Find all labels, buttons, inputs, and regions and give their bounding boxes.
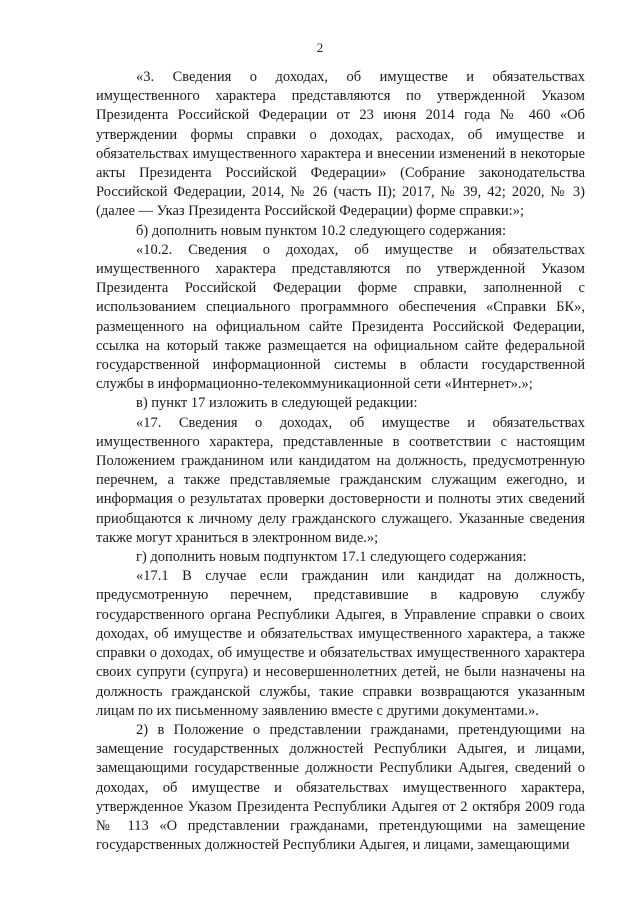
paragraph-item-10-2-text: «10.2. Сведения о доходах, об имуществе и обязательствах имущественного характера представляются по утвержденной Указом Президента Российской Федерации форме справки, заполненной с использованием специального программного обеспечения «Справки БК», размещенного на официальном сайте Президента Российской Федерации, ссылка на который также размещается на официальном сайте федеральной государственной информационной системы в области государственной службы в информационно-телекоммуникационной сети «Интернет».»; [96, 241, 585, 393]
paragraph-subitem-b: б) дополнить новым пунктом 10.2 следующего содержания: [136, 222, 506, 239]
paragraph-item-17-1-text: «17.1 В случае если гражданин или кандидат на должность, предусмотренную перечнем, представившие в кадровую службу государственного органа Республики Адыгея, в Управление справки о своих доходах, об имуществе и обязательствах имущественного характера, а также справки о доходах, об имуществе и обязательствах имущественного характера своих супруги (супруга) и несовершеннолетних детей, не были назначены на должность гражданской службы, такие справки возвращаются указанным лицам по их письменному заявлению вместе с другими документами.». [96, 568, 585, 719]
paragraph-item-2: 2) в Положение о представлении гражданами, претендующими на замещение государственных должностей Республики Адыгея, и лицами, замещающими государственные должности Республики Адыгея, сведений о доходах, об имуществе и обязательствах имущественного характера, утвержденное Указом Президента Республики Адыгея от 2 октября 2009 года № 113 «О представлении гражданами, претендующими на замещение государственных должностей Республики Адыгея, и лицами, замещающими [96, 721, 585, 854]
paragraph-subitem-v: в) пункт 17 изложить в следующей редакции: [136, 395, 418, 412]
document-body [96, 68, 585, 855]
paragraph-subitem-g: г) дополнить новым подпунктом 17.1 следующего содержания: [136, 549, 527, 566]
paragraph-item-17-text: «17. Сведения о доходах, об имуществе и обязательствах имущественного характера, представленные в соответствии с настоящим Положением гражданином или кандидатом на должность, предусмотренную перечнем, а также представляемые гражданским служащим ежегодно, и информация о результатах проверки достоверности и полноты этих сведений приобщаются к личному делу гражданского служащего. Указанные сведения также могут храниться в электронном виде.»; [96, 414, 585, 546]
page-number: 2 [316, 40, 324, 55]
paragraph-item-3-text: «3. Сведения о доходах, об имуществе и обязательствах имущественного характера представляются по утвержденной Указом Президента Российской Федерации от 23 июня 2014 года № 460 «Об утверждении формы справки о доходах, расходах, об имуществе и обязательствах имущественного характера и внесении изменений в некоторые акты Президента Российской Федерации» (Собрание законодательства Российской Федерации, 2014, № 26 (часть II); 2017, № 39, 42; 2020, № 3) (далее — Указ Президента Российской Федерации) форме справки:»; [96, 69, 585, 220]
